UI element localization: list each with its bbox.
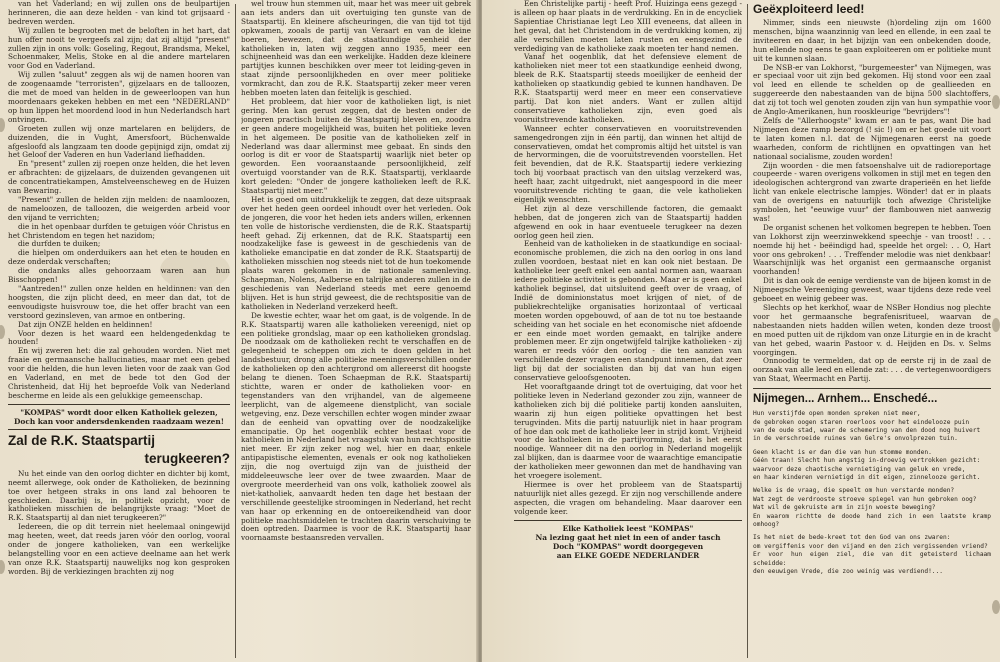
left-column-2 <box>241 0 471 662</box>
paragraph: Wij zullen "saluut" zeggen als wij de namen hooren van de zoogenaamde "terroristen", gijzelaars en de talloozen, die met de moed van helden in de geweerloopen van hun moordenaars gekeken hebben en met een "NEDERLAND" op hun lippen het moordend lood in hun Nederlandsch hart ontvingen. <box>8 70 230 124</box>
poem-line: van de oude stad, waar de schemering van den dood nog huivert <box>753 426 981 434</box>
notice-line: Na lezing gaat het niet in een of ander tasch <box>535 532 721 542</box>
notice-line: Elke Katholiek leest "KOMPAS" <box>562 523 694 533</box>
paragraph: van het Vaderland; en wij zullen ons de beulpartijen herinneren, die aan deze helden - van kind tot grijsaard - bedreven werden. <box>8 0 230 26</box>
paragraph: Onnoodig te vermelden, dat op de eerste rij in de zaal de oorzaak van alle leed en ellende zat: . . . de vertegenwoordigers van Staat, Weermacht en Partij. <box>753 356 991 384</box>
poem-line: de gebroken oogen staren roerloos voor het eindelooze puin <box>753 418 970 426</box>
poem-line: Géén traan! Slecht hun angstig in-droevig vertrokken gezicht: <box>753 457 981 465</box>
col1-article-paragraphs <box>8 470 230 577</box>
paragraph: Het zijn al deze verschillende factoren, die gemaakt hebben, dat de jongeren zich van de Staatspartij hadden afgewend en ook in haar eventueele terugkeer na dezen oorlog geen heil zien. <box>514 203 742 240</box>
paragraph: Dit is dan ook de eenige verdienste van de bijeen komst in de Nijmeegsche Vereeniging geweest, waar tijdens deze rede veel geboeet en weinig gebeer was. <box>753 276 991 304</box>
paragraph: Eenheid van de katholieken in de staatkundige en sociaal-economische problemen, die zich na den oorlog in ons land zullen voordoen, bestaat niet en kan ook niet bestaan. De katholieke leer geeft enkel een aantal normen aan, waaraan iedere politieke activiteit is gebonden. Maar er is geen enkel katholiek beginsel, dat uitsluitend geeft over de vraag, of Indië de dominionstatus moet krijgen of niet, of de publiekrechtelijke organisaties horizontaal of verticaal moeten worden opgebouwd, of aan de tot nu toe bestaande scheiding van het sociale en het economische niet afdoende er een einde moet worden gemaakt, en talrijke andere problemen meer. Er zijn ongetwijfeld talrijke katholieken - zij waren er reeds vóór den oorlog - die ten aanzien van verschillende dezer vragen een standpunt innemen, dat zeer ligt bij dat der socialisten dan bij dat van hun eigen conservatieve geloofsgenooten. <box>514 239 742 383</box>
paragraph: Het is goed om uitdrukkelijk te zeggen, dat deze uitspraak over het heden geen oordeel inhoudt over het verleden. Ook de jongeren, die voor het heden iets anders willen, erkennen ten volle de historische verdiensten, die de R.K. Staatspartij heeft gehad. Zij erkennen, dat de R.K. Staatspartij een noodzakelijke fase is geweest in de geschiedenis van de katholieke emancipatie en dat zonder de R.K. Staatspartij de katholieken misschien nog steeds niet tot de hun toekomende plaats waren gekomen in de nationale samenleving. Schaepman, Nolens, Aalberse en talrijke anderen zullen in de geschiedenis van Nederland steeds met eere genoemd blijven. Het is hun strijd geweest, die de rechtspositie van de katholieken in Nederland verzekerd heeft. <box>241 194 471 311</box>
col1-paragraphs <box>8 0 230 401</box>
paragraph: De organist schenen het volkomen begrepen te hebben. Toen van Lokhorst zijn weerzinwekkend speechje - van troost! . . . noemde hij het - beëindigd had, speelde het orgel: . . O, Hart voor ons gebroken! . . . Treffender melodie was niet denkbaar! Waarschijnlijk was het organist een germaansche organist voorhanden! <box>753 222 991 277</box>
poem-line: Wat zegt de verdrooste stroeve spiegel van hun gebroken oog? <box>753 495 977 503</box>
paragraph: Wij zullen te begrooten met de beloften in het hart, dat hun offer nooit te vergeefs zal zijn; dat zij altijd "present" zullen zijn in ons volk: Goseling, Regout, Brandsma, Mekel, Schoenmaker, Melis, Stoke en al die andere martelaren voor God en Vaderland. <box>8 25 230 71</box>
paragraph: De NSB-er van Lokhorst, "burgemeester" van Nijmegen, was er speciaal voor uit zijn bed gekomen. Hij stond voor een zaal vol leed en ellende te schelden op de geallieeden en suggereerde den nabestaanden van de bijna 500 slachtoffers, dat zij tot toch wel genoten zouden zijn van hun sympathie voor de Anglo-Amerikanen, hun rooskleurige "bevrijders"! <box>753 62 991 117</box>
col4-paragraphs <box>753 19 991 384</box>
poem-line: en haar kinderen vernietigd in dit eigen, zinnelooze gericht. <box>753 474 981 481</box>
punch-hole <box>992 95 1000 109</box>
paragraph: Nu het einde van den oorlog dichter en dichter bij komt, neemt allerwege, ook onder de Katholieken, de bezinning toe over hetgeen straks in ons land zal behooren te geschieden. Daarbij is, in politiek opzicht, voor de katholieken misschien de belangrijkste vraag: "Moet de R.K. Staatspartij al dan niet terugkeeren?" <box>8 468 230 523</box>
paragraph: De kwestie echter, waar het om gaat, is de volgende. In de R.K. Staatspartij waren alle katholieken vereenigd, niet op een politieke grondslag, maar op een katholieken grondslag. De noodzaak om de katholieken recht te verschaffen en de gelegenheid te scheppen om zich te doen gelden in het landsbestuur, drong alle politieke meeningsverschillen onder de katholieken op den achtergrond om allereerst dit hoogste belang te dienen. Toen Schaepman de R.K. Staatspartij stichtte, waren er onder de katholieken voor- en tegenstanders van den vrijhandel, van de algemeene leerplicht, van de algemeene dienstplicht, van sociale wetgeving, enz. Deze verschillen echter wogen minder zwaar dan de eenheid van opvatting over de noodzakelijke emancipatie. Op het oogenblik echter bestaat voor de katholieken in Nederland het vraagstuk van hun rechtspositie niet meer. Er zijn zeker nog wel, hier en daar, enkele antipapistische elementen, evenals er ook nog katholieken zijn, die nog overtuigd zijn van de juistheid der middeleeuwsche leer over de twee zwaarden. Maar de overgroote meerderheid van ons volk, katholiek zoowel als niet-katholiek, aanvaardt heden ten dage het bestaan der verschillende geestelijke stroomingen in Nederland, het recht van haar op erkenning en de ontoereikendheid van door politieke machtsmiddelen te trachten daarin verschuiving te doen optreden. Daarmee is voor de R.K. Staatspartij haar voornaamste bestaansreden vervallen. <box>241 310 471 543</box>
paragraph: Het vooraftgaande dringt tot de overtuiging, dat voor het politieke leven in Nederland gezonder zou zijn, wanneer de katholieken zich bij dié politieke partij konden aansluiten, waarin zij hun eigen politieke opvattingen het best terugvinden. Mits die partij natuurlijk niet in haar program of hoe dan ook met de katholieke leer in strijd komt. Vrijheid voor de katholieken in de partijvorming, dat is het eerst noodige. Wanneer dit na den oorlog in Nederland mogelijk zal blijken, dan is daarmee voor de waarachtige emancipatie der katholieken meer gewonnen dan met de handhaving van het vroegere isolement. <box>514 381 742 481</box>
column-rule <box>747 4 748 658</box>
paragraph: wel trouw hun stemmen uit, maar het was meer uit gebrek aan iets anders dan uit overtuiging ten gunste van de Staatspartij. En kleinere afscheuringen, die van tijd tot tijd opkwamen, zooals de partij van Veraart en van de kleine boeren, bewezen, dat de staatkundige eenheid der katholieken in, laten wij zeggen anno 1935, meer een schijneenheid was dan een werkelijke. Hadden deze kleinere partijtjes kunnen beschikken over meer tot leiding-geven in staat zijnde persoonlijkheden en over meer politieke vormkracht, dan zou de R.K. Staatspartij zeker meer veren hebben moeten laten dan feitelijk is geschied. <box>241 0 471 98</box>
paragraph: Voor dezen is het waard een heldengedenkdag te houden! <box>8 328 230 347</box>
paragraph: Iedereen, die op dit terrein niet heelemaal oningewijd mag heeten, weet, dat reeds jaren vóór den oorlog, vooral onder de jongere katholieken, van een werkelijke belangstelling voor en een actieve deelname aan het werk van onze R.K. Staatspartij nauwelijks nog kon gesproken worden. Bij de verkiezingen brachten zij nog <box>8 522 230 576</box>
paragraph: die hielpen om onderduikers aan het eten te houden en deze onderdak verschaften; <box>8 248 230 267</box>
paragraph: die in het openbaar durfden te getuigen vóór Christus en het Christendom en tegen het nazidom; <box>8 221 230 240</box>
paragraph: "Aantreden!" zullen onze helden en heldinnen: van den hoogsten, die zijn plicht deed, en meer dan dat, tot de eenvoudigste huisvrouw toe, die het offer bracht van een verstoord gezinsleven, van armoe en ontbering. <box>8 284 230 320</box>
paragraph: Het probleem, dat hier voor de katholieken ligt, is niet gering. Men kan gerust zeggen, dat de besten onder de jongeren practisch buiten de Staatspartij bleven en, zoodra er geen andere mogelijkheid was, buiten het politieke leven in het algemeen. De positie van de katholieken zelf in Nederland was daar allerminst mee gebaat. En sinds den oorlog is dit er voor de Staatspartij waarlijk niet beter op geworden. Een vooraanstaande persoonlijkheid, zelf overtuigd voorstander van de R.K. Staatspartij, verklaarde kort geleden: "Onder de jongere katholieken leeft de R.K. Staatspartij niet meer." <box>241 96 471 196</box>
paragraph: Groeten zullen wij onze martelaren en belijders, de duizenden, die in Vught, Amersfoort, Büchenwalde afgesloofd als langzaam ten doode gepijnigd zijn, omdat zij het Geloof der Vaderen en hun Vaderland liefhadden. <box>8 123 230 160</box>
col3-paragraphs <box>514 0 742 517</box>
divider <box>8 404 230 405</box>
paragraph: Nimmer, sinds een nieuwste (h)ordeling zijn om 1600 menschen, bijna waanzinnig van leed en ellende, in een zaal te inviteeren en daar, in het bijzijn van een onbekenden doode, hun ellende nog eens te gaan exploiteeren om er politieke munt uit te kunnen slaan. <box>753 18 991 63</box>
article-headline-staatspartij-line2: terugkeeren? <box>144 450 230 466</box>
poem-line: waarvoor deze chaotische vernietiging van geluk en vrede, <box>753 465 966 473</box>
divider <box>8 429 230 430</box>
poem-line: En waarom richtte de doode hand zich in een laatste kramp omhoog? <box>753 512 991 529</box>
notice-line: Doch kan voor andersdenkenden raadzaam wezen! <box>14 416 224 426</box>
paragraph: Wanneer echter conservatieven en vooruitstrevenden samengedrongen zijn in één partij, dan winnen het altijd de conservatieven, omdat het compromis altijd het uitstel is van de hervormingen, die de vooruitstrevenden voorstellen. Het feit bevendien, dat de R.K. Staatspartij iedere verkiezing toch bij voorbaat practisch van den uitslag verzekerd was, heeft haar, zacht uitgedrukt, niet aangespoord in die meer vooruitstrevende richting te gaan, die vele katholieken eigenlijk wenschten. <box>514 123 742 204</box>
paragraph: die durfden te duiken; <box>18 239 101 249</box>
notice-line: aan ELKE GOEDE NEDERLANDER <box>556 550 700 560</box>
column-rule <box>235 4 236 658</box>
paragraph: Dat zijn ONZE helden en heldinnen! <box>18 319 153 329</box>
poem-line: den eeuwigen Vrede, die zoo weinig was verdiend!... <box>753 568 943 576</box>
paragraph: Zelfs de "Allerhoogste" kwam er aan te pas, want Die had Nijmegen deze ramp bezorgd (! sic !) om er het goede uit voort te laten komen n.l. dat de Nijmegenaren eerst na goede waarheden, conform de richtlijnen en opvattingen van het nationaal socialisme, zouden worden! <box>753 115 991 161</box>
right-column-1 <box>514 0 742 662</box>
paragraph: die ondanks alles gehoorzaam waren aan hun Bisschoppen! <box>8 266 230 285</box>
paragraph: Vanaf het oogenblik, dat het defensieve element de katholieken niet meer tot een staatkundige eenheid dwong, bleek de R.K. Staatspartij steeds moeilijker de eenheid der katholieken op staatkundig gebied te kunnen handhaven. De R.K. Staatspartij werd meer en meer een conservatieve partij. Dat kon niet anders. Want er zullen altijd conservatieve katholieken zijn, even goed als vooruitstrevende katholieken. <box>514 52 742 124</box>
col2-paragraphs <box>241 0 471 543</box>
paragraph: Hiermee is over het probleem van de Staatspartij natuurlijk niet alles gezegd. Er zijn nog verschillende andere aspecten, die vragen om behandeling. Maar daarover een volgende keer. <box>514 479 742 516</box>
divider <box>514 520 742 521</box>
article-headline-leed: Geëxploiteerd leed! <box>753 2 865 16</box>
paragraph: En "present" zullen zij roepen onze helden, die het leven er afbrachten: de gijzelaars, de duizenden gevangenen uit de concentratiekampen, Amstelveenscheweg en de Huizen van Bewaring. <box>8 159 230 196</box>
punch-hole <box>0 560 5 574</box>
kompas-notice-left <box>8 408 230 426</box>
poem-line: om vergiffenis voor den vijand en den zich vergissenden vriend? <box>753 542 988 550</box>
poem-line: Is het niet de bede-kreet tot den God van ons zwaren: <box>753 534 951 542</box>
article-headline-staatspartij: Zal de R.K. Staatspartij <box>8 432 156 448</box>
poem-line: Wat wil de gekruiste arm in zijn woeste beweging? <box>753 504 936 512</box>
punch-hole <box>0 118 5 132</box>
poem-line: Geen klacht is er dan die van hun stomme monden. <box>753 448 932 456</box>
punch-hole <box>992 318 1000 332</box>
notice-line: Doch "KOMPAS" wordt doorgegeven <box>552 541 704 551</box>
right-column-2 <box>753 0 991 662</box>
poem <box>753 410 991 576</box>
divider <box>753 388 991 389</box>
poem-headline: Nijmegen... Arnhem... Enschedé... <box>753 393 938 406</box>
left-page <box>0 0 478 662</box>
paragraph: Zijn woorden - die men fatsoenshalve uit de radioreportage coupeerde - waren overigens volkomen in stijl met en tegen den ideologischen achtergrond van zwarte draperieën en het liefde licht van enkele electrische lampjes. Wönder! dat er in plaats van de overigens en natuurlijk toch afwezige Christelijke symbolen, het "eeuwige vuur" der flambouwen niet aanwezig was! <box>753 160 991 223</box>
poem-line: Welke is de vraag, die speelt om hun verstarde monden? <box>753 487 955 495</box>
paragraph: Slechts op het kerkhof, waar de NSBer Hondius nog plechte voor het germaansche begrafenisritueel, waarvan de nabestaanden niets hadden willen weten, konden deze troost en moed putten uit de rijkdom van onze Liturgie en in de kracht van het gebed, waarin Pastoor v. d. Heijden en Ds. v. Selms voorgingen. <box>753 303 991 357</box>
paragraph: Een Christelijke partij - heeft Prof. Huizinga eens gezegd - is alleen op haar plaats in de verdrukking. En in de encycliek Sapientiae Christianae legt Leo XIII eveneens, dat alleen in het geval, dat het Christendom in de verdrukking komen, zij alle verschillen moeten laten rusten en eensgezind de verdediging van de katholieke zaak moeten ter hand nemen. <box>514 0 742 53</box>
notice-line: "KOMPAS" wordt door elken Katholiek gelezen, <box>20 407 218 417</box>
poem-line: in de verschroeide ruines van Gelre's onvolprezen tuin. <box>753 435 958 443</box>
left-column-1 <box>8 0 230 662</box>
poem-line: Er voor hun eigen ziel, die van dit geteisterd lichaam scheidde: <box>753 551 991 567</box>
punch-hole <box>0 325 5 339</box>
paragraph: En wij zweren het: die zal gehouden worden. Niet met fraaie en germaansche hallucinaties, maar met een gebed voor die helden, die hun leven lieten voor de zaak van God en Vaderland, en met de bede tot den God der Christenheid, dat Hij het beproefde Volk van Nederland bescherme en leide als een gelukkige gemeenschap. <box>8 346 230 400</box>
poem-line: Hun verstijfde open monden spreken niet meer, <box>753 410 921 418</box>
paragraph: "Present" zullen de helden zijn melden: de naamloozen, de nameloozen, de talloozen, die weigerden arbeid voor den vijand te verrichten; <box>8 194 230 222</box>
kompas-notice-right <box>514 524 742 560</box>
punch-hole <box>992 600 1000 614</box>
right-page <box>482 0 1000 662</box>
